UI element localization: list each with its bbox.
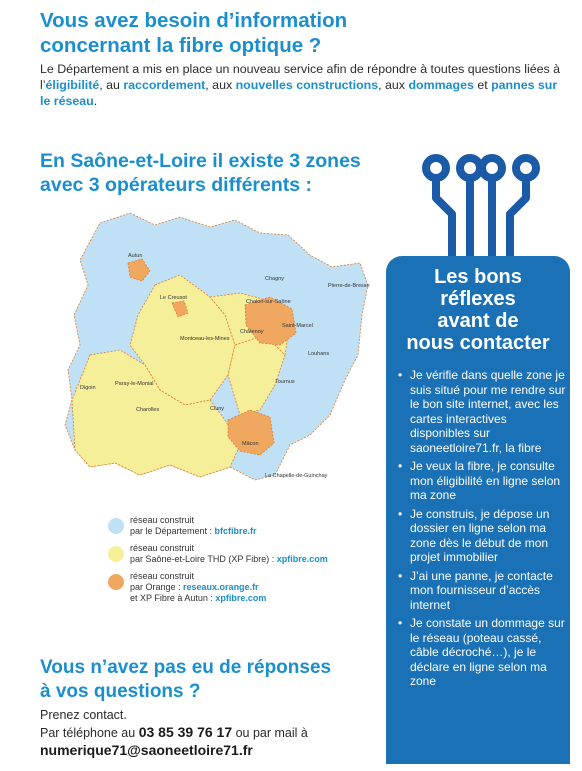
- contact-mail-label: ou par mail à: [232, 726, 308, 740]
- legend-1-line-1: réseau construit: [130, 515, 195, 525]
- fiber-optic-icon: [422, 148, 540, 258]
- noanswer-heading: [40, 656, 380, 704]
- zones-heading-line-2: avec 3 opérateurs différents :: [40, 174, 313, 196]
- map-label-autun: Autun: [128, 253, 143, 259]
- legend-link-xpfibre-autun[interactable]: xpfibre.com: [215, 593, 267, 603]
- intro-text-3: , aux: [205, 78, 236, 92]
- page-title-line-2: concernant la fibre optique ?: [40, 34, 322, 57]
- map-label-digoin: Digoin: [80, 385, 96, 391]
- intro-keyword-dommages: dommages: [408, 78, 474, 92]
- map-label-chagny: Chagny: [265, 276, 284, 282]
- legend-3-line-2: par Orange :: [130, 582, 184, 592]
- legend-dot-yellow: [108, 546, 124, 562]
- map-label-chalon: Chalon-sur-Saône: [246, 299, 291, 305]
- page-title-line-1: Vous avez besoin d’information: [40, 9, 348, 32]
- legend-link-xpfibre[interactable]: xpfibre.com: [276, 554, 328, 564]
- intro-paragraph: [40, 61, 570, 109]
- panel-title-line-4: nous contacter: [406, 332, 550, 354]
- legend-1-line-2: par le Département :: [130, 526, 215, 536]
- map-label-louhans: Louhans: [308, 351, 330, 357]
- contact-block: [40, 707, 380, 759]
- noanswer-heading-line-1: Vous n’avez pas eu de réponses: [40, 657, 332, 678]
- reflex-item: • Je vérifie dans quelle zone je suis situé pour me rendre sur le bon site internet, avec les cartes interactives disponibles sur saoneetloire71.fr, la fibre: [396, 368, 566, 455]
- intro-keyword-eligibilite: éligibilité: [45, 78, 100, 92]
- zones-heading-line-1: En Saône-et-Loire il existe 3 zones: [40, 150, 361, 172]
- panel-title-line-1: Les bons: [434, 266, 522, 288]
- map-label-macon: Mâcon: [242, 441, 259, 447]
- intro-keyword-raccordement: raccordement: [123, 78, 206, 92]
- panel-title: [386, 266, 570, 354]
- contact-intro: Prenez contact.: [40, 708, 127, 722]
- map-label-cluny: Cluny: [210, 406, 225, 412]
- zones-heading: [40, 149, 400, 197]
- legend-2-line-2: par Saône-et-Loire THD (XP Fibre) :: [130, 554, 277, 564]
- intro-text-2: , au: [99, 78, 124, 92]
- intro-text-5: et: [473, 78, 492, 92]
- legend-dot-blue: [108, 518, 124, 534]
- intro-keyword-constructions: nouvelles constructions: [235, 78, 379, 92]
- intro-text-1: Le Département a mis en place un nouveau service afin de répondre à toutes questions liées à l’: [40, 62, 561, 92]
- reflex-item: • Je constate un dommage sur le réseau (poteau cassé, câble décroché…), je le déclare en ligne selon ma zone: [396, 616, 566, 689]
- contact-phone[interactable]: 03 85 39 76 17: [138, 724, 233, 740]
- contact-email[interactable]: numerique71@saoneetloire71.fr: [40, 742, 253, 758]
- map-label-saintmarcel: Saint-Marcel: [282, 323, 313, 329]
- page-title: [40, 8, 560, 58]
- map-label-paray: Paray-le-Monial: [115, 381, 154, 387]
- map-legend: [108, 515, 378, 610]
- legend-link-bfcfibre[interactable]: bfcfibre.fr: [214, 526, 257, 536]
- reflex-item: • J’ai une panne, je contacte mon fournisseur d’accès internet: [396, 569, 566, 613]
- legend-item-xpfibre: [108, 543, 378, 565]
- reflexes-list: [396, 368, 566, 693]
- map-label-lecreusot: Le Creusot: [160, 295, 187, 301]
- legend-item-orange: [108, 571, 378, 604]
- panel-title-line-3: avant de: [437, 310, 519, 332]
- map-label-charolles: Charolles: [136, 407, 160, 413]
- reflex-item: • Je construis, je dépose un dossier en ligne selon ma zone dès le début de mon projet immobilier: [396, 507, 566, 565]
- contact-phone-label: Par téléphone au: [40, 726, 139, 740]
- reflex-item: • Je veux la fibre, je consulte mon éligibilité en ligne selon ma zone: [396, 459, 566, 503]
- map-label-chatenoy: Châtenoy: [240, 329, 264, 335]
- legend-link-orange[interactable]: reseaux.orange.fr: [183, 582, 259, 592]
- legend-3-line-3: et XP Fibre à Autun :: [130, 593, 216, 603]
- intro-text-4: , aux: [378, 78, 409, 92]
- map-label-chapelle: La Chapelle-de-Guinchay: [265, 473, 328, 479]
- panel-title-line-2: réflexes: [440, 288, 516, 310]
- intro-text-6: .: [93, 94, 98, 108]
- reflexes-panel: [386, 256, 570, 764]
- noanswer-heading-line-2: à vos questions ?: [40, 681, 201, 702]
- legend-dot-orange: [108, 574, 124, 590]
- intro-keyword-pannes: pannes sur le réseau: [40, 78, 558, 108]
- legend-3-line-1: réseau construit: [130, 571, 195, 581]
- map-label-pierre: Pierre-de-Bresse: [328, 283, 370, 289]
- map-label-montceau: Montceau-les-Mines: [180, 336, 230, 342]
- legend-item-departement: [108, 515, 378, 537]
- map-label-tournus: Tournus: [275, 379, 295, 385]
- zone-map: [60, 205, 380, 505]
- legend-2-line-1: réseau construit: [130, 543, 195, 553]
